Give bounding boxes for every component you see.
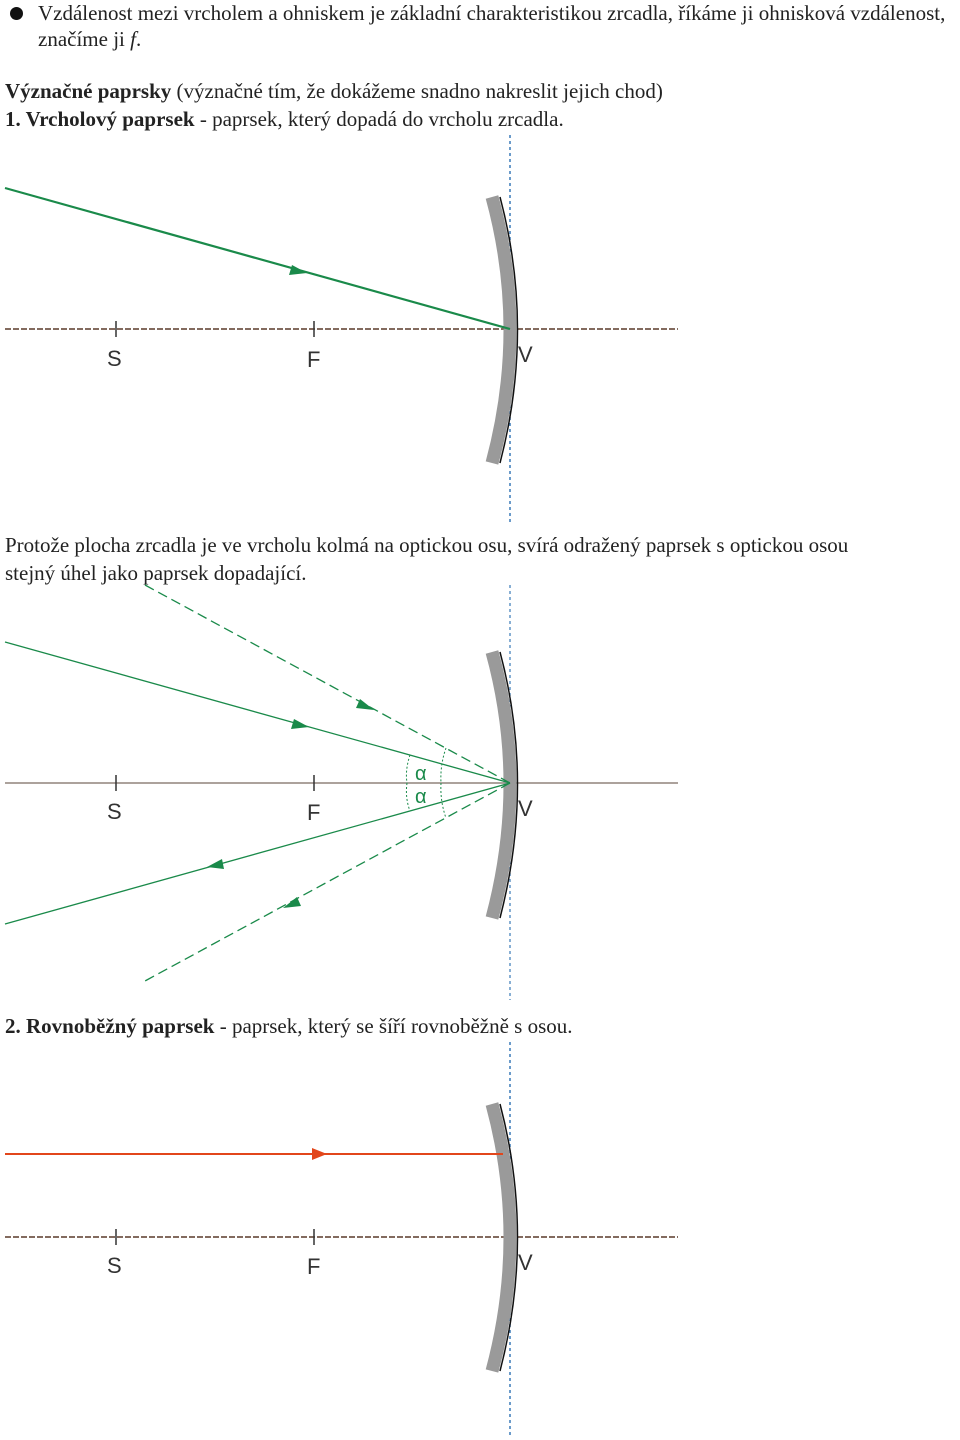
angle-arc-lower [406,783,410,811]
diagram-vertex-ray [0,135,960,530]
angle-arc-upper [406,755,410,783]
label-alpha-upper: α [415,763,427,785]
ray2-heading-rest: - paprsek, který se šíří rovnoběžně s osou. [214,1014,573,1038]
section-heading-bold: Význačné paprsky [5,79,172,103]
ray1-heading-rest: - paprsek, který dopadá do vrcholu zrcadla. [194,107,564,131]
incident-ray-dashed [145,585,510,783]
explanation-line-1: Protože plocha zrcadla je ve vrcholu kolmá na optickou osu, svírá odražený paprsek s optickou osou [5,533,849,557]
label-v: V [518,342,533,367]
reflected-ray [5,783,510,924]
dashed-reflected-arrow-icon [283,897,301,908]
parallel-ray-arrow-icon [312,1148,327,1160]
incident-arrow-icon [291,719,309,729]
incident-ray [5,188,510,329]
label-v: V [518,1250,533,1275]
explanation-line-2: stejný úhel jako paprsek dopadající. [5,561,307,585]
intro-text: Vzdálenost mezi vrcholem a ohniskem je základní charakteristikou zrcadla, říkáme ji ohnisková vzdálenost, značíme ji [38,1,946,51]
label-v: V [518,796,533,821]
diagram-parallel-ray [0,1040,960,1440]
section-heading [5,78,663,104]
intro-bullet [38,0,948,52]
ray2-heading [5,1013,573,1039]
label-s: S [107,799,122,824]
section-heading-rest: (význačné tím, že dokážeme snadno nakreslit jejich chod) [171,79,663,103]
ray-arrow-icon [289,265,307,275]
concave-mirror [492,197,510,463]
bullet-icon [10,7,23,20]
label-alpha-lower: α [415,786,427,808]
label-s: S [107,1253,122,1278]
label-s: S [107,346,122,371]
incident-ray [5,642,510,783]
intro-period: . [135,27,142,51]
label-f: F [307,1254,321,1279]
diagram-reflection-angles [0,580,960,1000]
ray2-heading-bold: 2. Rovnoběžný paprsek [5,1014,215,1038]
label-f: F [307,800,321,825]
intro-variable: f [130,27,136,51]
ray1-heading-bold: 1. Vrcholový paprsek [5,107,195,131]
ray1-heading [5,106,564,132]
label-f: F [307,347,321,372]
reflected-ray-dashed [145,783,510,981]
